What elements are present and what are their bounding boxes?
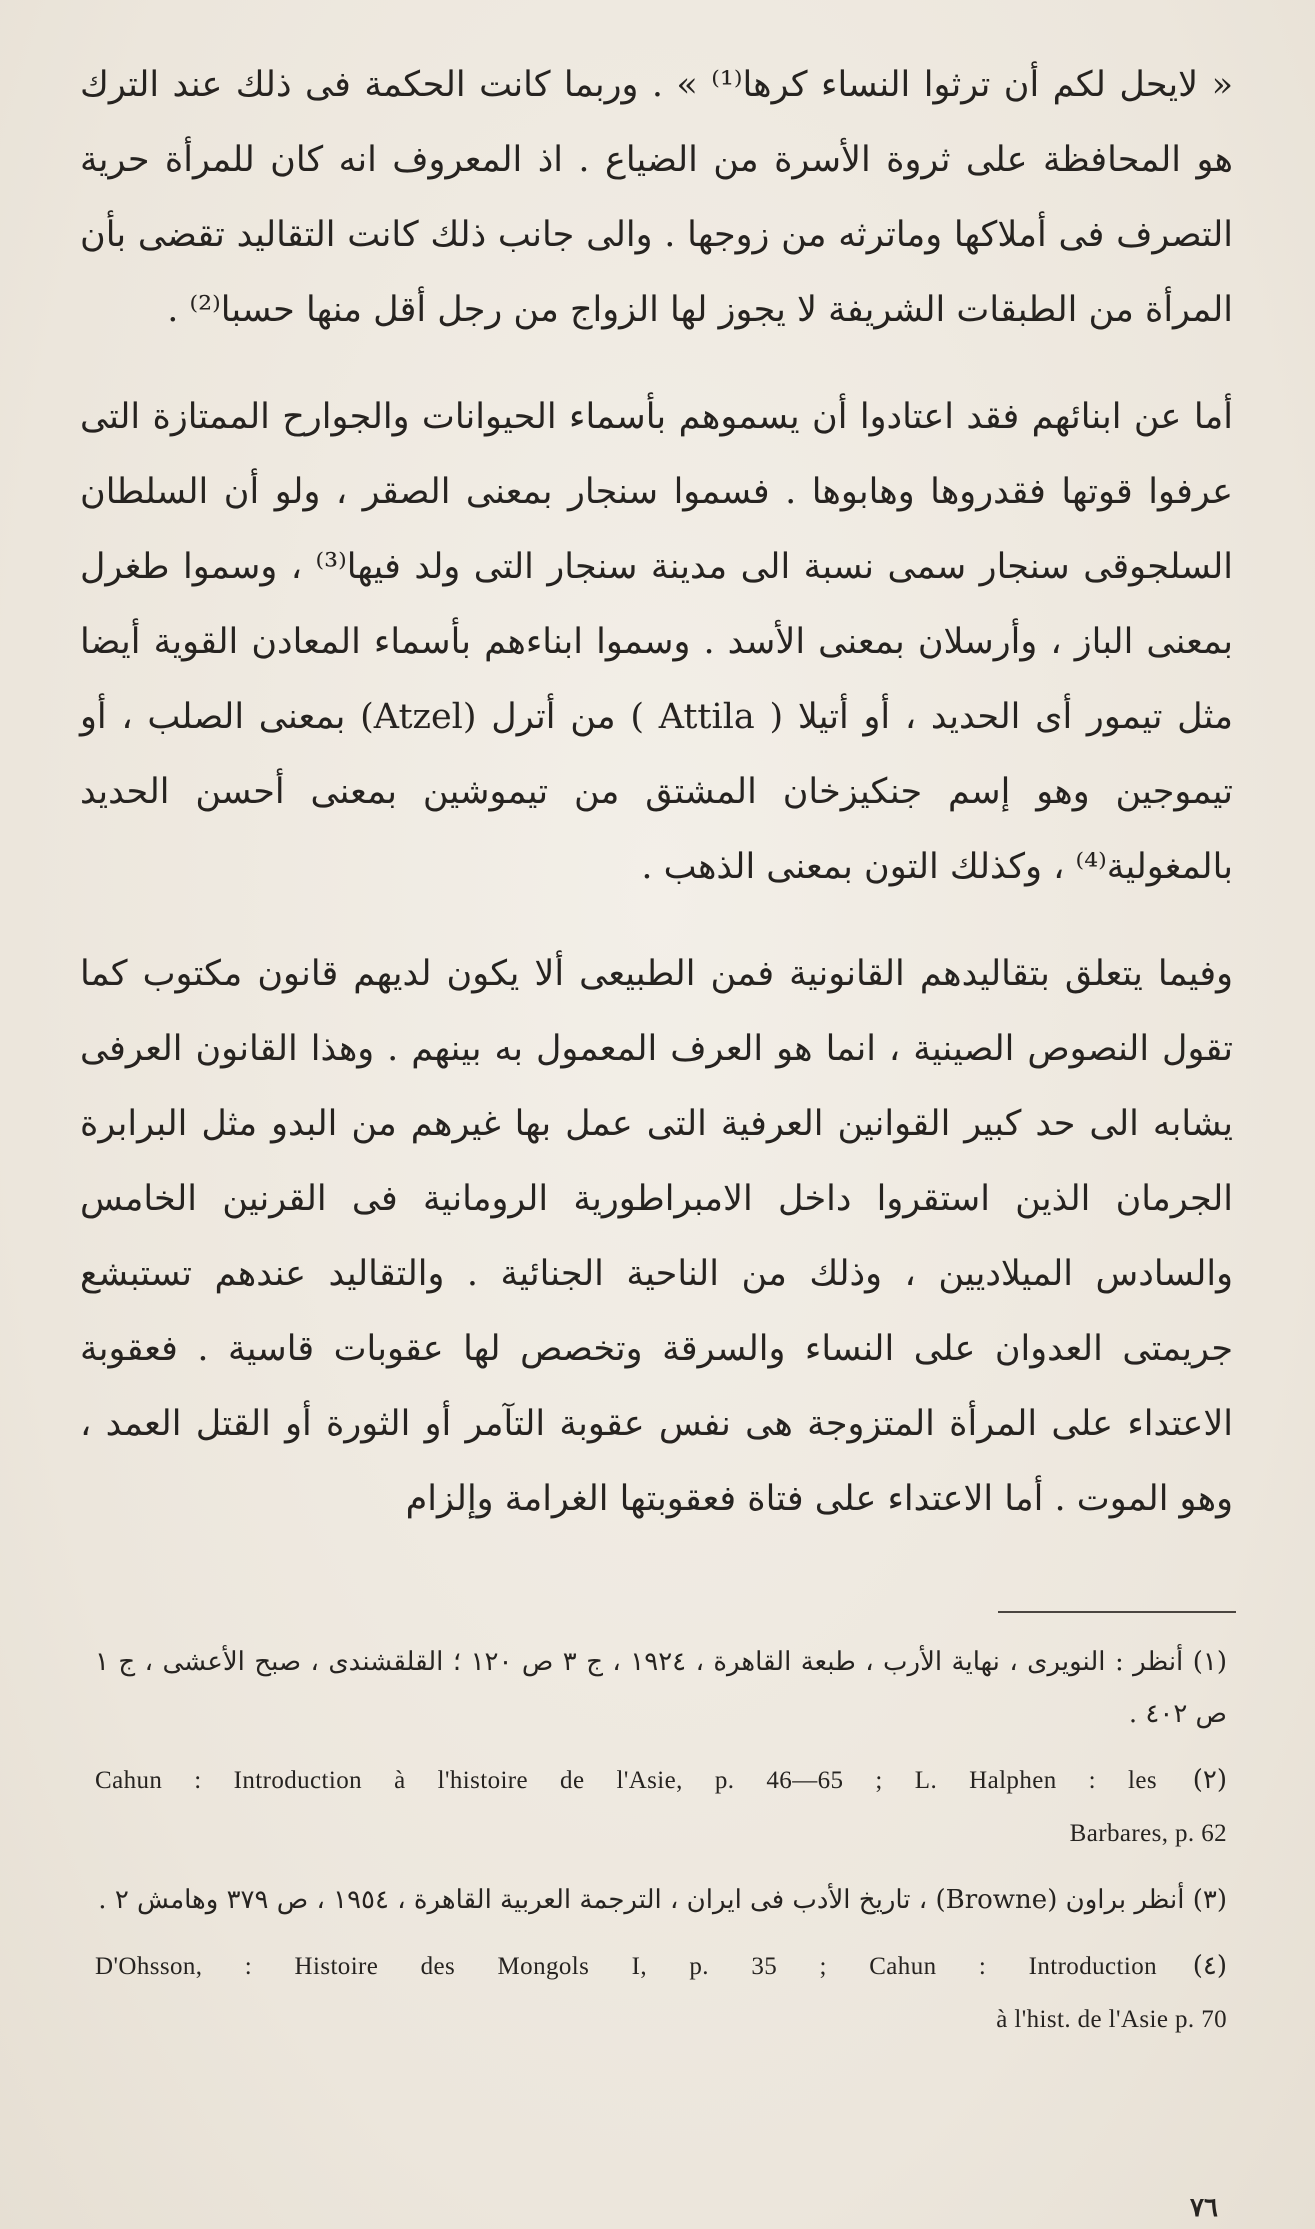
footnote-divider [998,1611,1236,1613]
footnote-number: (١) [1192,1647,1228,1677]
footnote-text: أنظر براون (Browne) ، تاريخ الأدب فى ايران ، الترجمة العربية القاهرة ، ١٩٥٤ ، ص ٣٧٩ وهامش ٢ . [98,1885,1185,1915]
footnote-number: (٢) [1192,1765,1227,1795]
paragraph-3: وفيما يتعلق بتقاليدهم القانونية فمن الطبيعى ألا يكون لديهم قانون مكتوب كما تقول النصوص الصينية ، انما هو العرف المعمول به بينهم . وهذا القانون العرفى يشابه الى حد كبير القوانين العرفية التى عمل بها غيرهم من البدو مثل البرابرة الجرمان الذين استقروا داخل الامبراطورية الرومانية فى القرنين الخامس والسادس الميلاديين ، وذلك من الناحية الجنائية . والتقاليد عندهم تستبشع جريمتى العدوان على النساء والسرقة وتخصص لها عقوبات قاسية . فعقوبة الاعتداء على المرأة المتزوجة هى نفس عقوبة التآمر أو الثورة أو القتل العمد ، وهو الموت . أما الاعتداء على فتاة فعقوبتها الغرامة وإلزام [80,954,1233,1519]
footnote-number: (٣) [1192,1885,1227,1915]
main-text [80,48,1233,1537]
footnote-text-line-2: Barbares, p. 62 [1069,1820,1227,1847]
footnote-4 [95,1940,1227,2046]
paragraph-1: « لايحل لكم أن ترثوا النساء كرها⁽¹⁾ » . وربما كانت الحكمة فى ذلك عند الترك هو المحافظة على ثروة الأسرة من الضياع . اذ المعروف انه كان للمرأة حرية التصرف فى أملاكها وماترثه من زوجها . والى جانب ذلك كانت التقاليد تقضى بأن المرأة من الطبقات الشريفة لا يجوز لها الزواج من رجل أقل منها حسبا⁽²⁾ . [80,65,1233,330]
footnote-text-line-1: Cahun : Introduction à l'histoire de l'Asie, p. 46—65 ; L. Halphen : les [95,1767,1157,1794]
footnote-number: (٤) [1192,1951,1227,1981]
footnote-2 [95,1754,1227,1860]
paragraph-2: أما عن ابنائهم فقد اعتادوا أن يسموهم بأسماء الحيوانات والجوارح الممتازة التى عرفوا قوتها فقدروها وهابوها . فسموا سنجار بمعنى الصقر ، ولو أن السلطان السلجوقى سنجار سمى نسبة الى مدينة سنجار التى ولد فيها⁽³⁾ ، وسموا طغرل بمعنى الباز ، وأرسلان بمعنى الأسد . وسموا ابناءهم بأسماء المعادن القوية أيضا مثل تيمور أى الحديد ، أو أتيلا ( Attila ) من أترل (Atzel) بمعنى الصلب ، أو تيموجين وهو إسم جنكيزخان المشتق من تيموشين بمعنى أحسن الحديد بالمغولية⁽⁴⁾ ، وكذلك التون بمعنى الذهب . [80,397,1233,887]
footnote-3 [95,1874,1227,1926]
footnote-text-line-2: à l'hist. de l'Asie p. 70 [996,2006,1227,2033]
footnote-text: أنظر : النويرى ، نهاية الأرب ، طبعة القاهرة ، ١٩٢٤ ، ج ٣ ص ١٢٠ ؛ القلقشندى ، صبح الأعشى ، ج ١ ص ٤٠٢ . [95,1647,1227,1729]
footnotes [95,1636,1227,2046]
footnote-1 [95,1636,1227,1740]
page-number: ٧٦ [1190,2193,1218,2223]
footnote-text-line-1: D'Ohsson, : Histoire des Mongols I, p. 35 ; Cahun : Introduction [95,1953,1157,1980]
